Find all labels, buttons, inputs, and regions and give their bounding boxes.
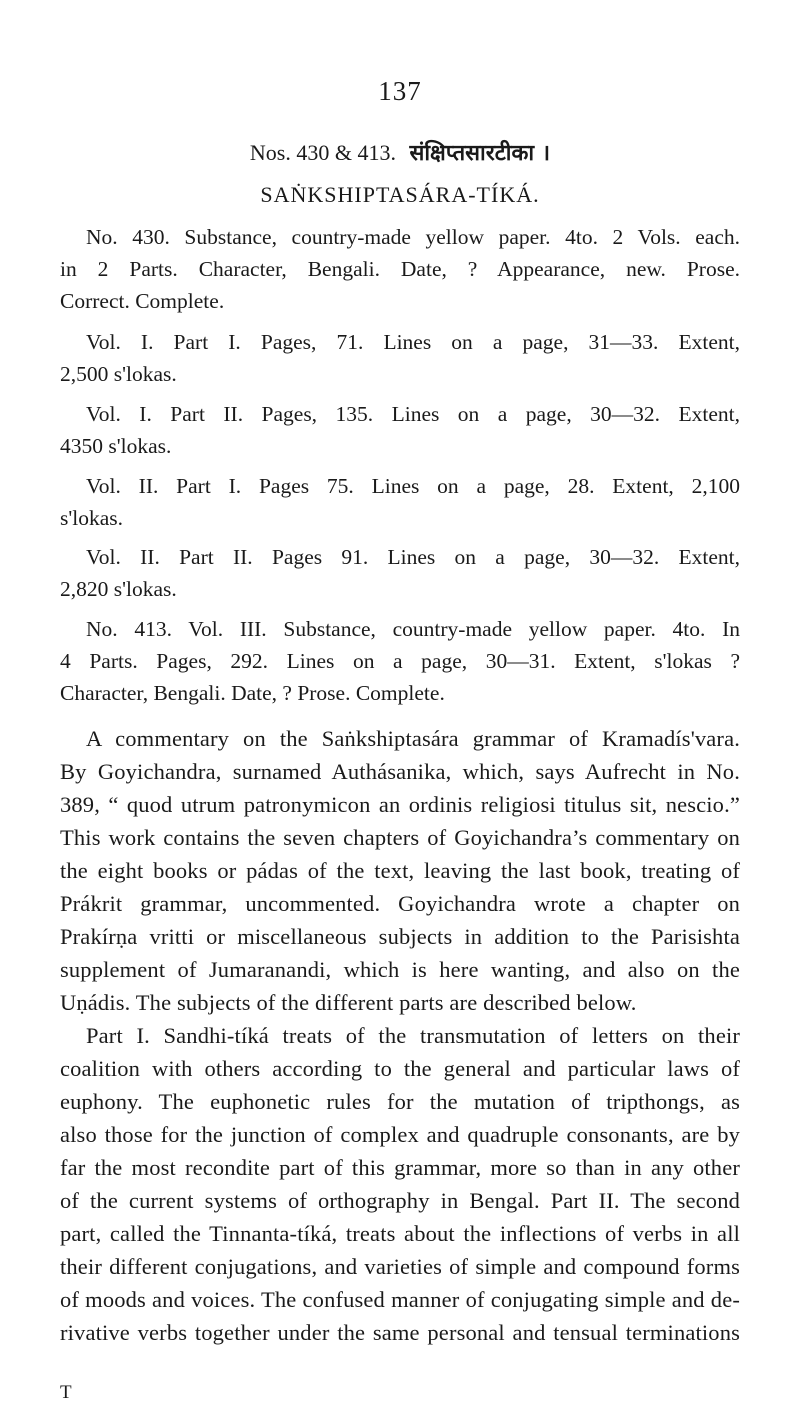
text-line: also those for the junction of complex and quadruple consonants, are by	[60, 1122, 740, 1147]
text-line: 2,500 s'lokas.	[60, 362, 177, 386]
text-line: Vol. II. Part II. Pages 91. Lines on a page, 30—32. Extent,	[86, 545, 740, 569]
text-line: No. 413. Vol. III. Substance, country-made yellow paper. 4to. In	[86, 617, 740, 641]
text-line: s'lokas.	[60, 506, 123, 530]
text-line: By Goyichandra, surnamed Authásanika, which, says Aufrecht in No.	[60, 759, 740, 784]
work-title: SAṄKSHIPTASÁRA-TÍKÁ.	[260, 182, 540, 207]
text-line: part, called the Tinnanta-tíká, treats about the inflections of verbs in all	[60, 1221, 740, 1246]
text-line: A commentary on the Saṅkshiptasára grammar of Kramadís'vara.	[86, 726, 740, 751]
text-line: Part I. Sandhi-tíká treats of the transmutation of letters on their	[86, 1023, 740, 1048]
text-line: Uṇádis. The subjects of the different parts are described below.	[60, 990, 637, 1015]
text-line: Prákrit grammar, uncommented. Goyichandra wrote a chapter on	[60, 891, 740, 916]
text-line: Vol. II. Part I. Pages 75. Lines on a page, 28. Extent, 2,100	[86, 474, 740, 498]
text-line: rivative verbs together under the same personal and tensual terminations	[60, 1320, 740, 1345]
text-line: in 2 Parts. Character, Bengali. Date, ? Appearance, new. Prose.	[60, 257, 740, 281]
text-line: No. 430. Substance, country-made yellow paper. 4to. 2 Vols. each.	[86, 225, 740, 249]
text-line: supplement of Jumaranandi, which is here wanting, and also on the	[60, 957, 740, 982]
entry-numbers: Nos. 430 & 413.	[249, 140, 396, 165]
text-line: Prakírṇa vritti or miscellaneous subjects in addition to the Parisishta	[60, 924, 740, 949]
text-line: far the most recondite part of this grammar, more so than in any other	[60, 1155, 740, 1180]
text-line: euphony. The euphonetic rules for the mutation of tripthongs, as	[60, 1089, 740, 1114]
text-line: 389, “ quod utrum patronymicon an ordinis religiosi titulus sit, nescio.”	[60, 792, 740, 817]
text-line: 4 Parts. Pages, 292. Lines on a page, 30—31. Extent, s'lokas ?	[60, 649, 740, 673]
text-line: Correct. Complete.	[60, 289, 225, 313]
catalogue-heading	[0, 137, 800, 167]
text-line: of the current systems of orthography in Bengal. Part II. The second	[60, 1188, 740, 1213]
page-number: 137	[378, 76, 422, 106]
text-line: 4350 s'lokas.	[60, 434, 172, 458]
text-line: of moods and voices. The confused manner of conjugating simple and de-	[60, 1287, 740, 1312]
text-line: Character, Bengali. Date, ? Prose. Complete.	[60, 681, 445, 705]
text-line: coalition with others according to the general and particular laws of	[60, 1056, 740, 1081]
text-line: 2,820 s'lokas.	[60, 577, 177, 601]
text-line: Vol. I. Part II. Pages, 135. Lines on a page, 30—32. Extent,	[86, 402, 740, 426]
signature-mark: T	[60, 1382, 72, 1403]
text-line: This work contains the seven chapters of Goyichandra’s commentary on	[60, 825, 740, 850]
sanskrit-title: संक्षिप्तसारटीका ।	[409, 141, 551, 166]
text-line: Vol. I. Part I. Pages, 71. Lines on a page, 31—33. Extent,	[86, 330, 740, 354]
text-line: their different conjugations, and varieties of simple and compound forms	[60, 1254, 740, 1279]
text-line: the eight books or pádas of the text, leaving the last book, treating of	[60, 858, 740, 883]
